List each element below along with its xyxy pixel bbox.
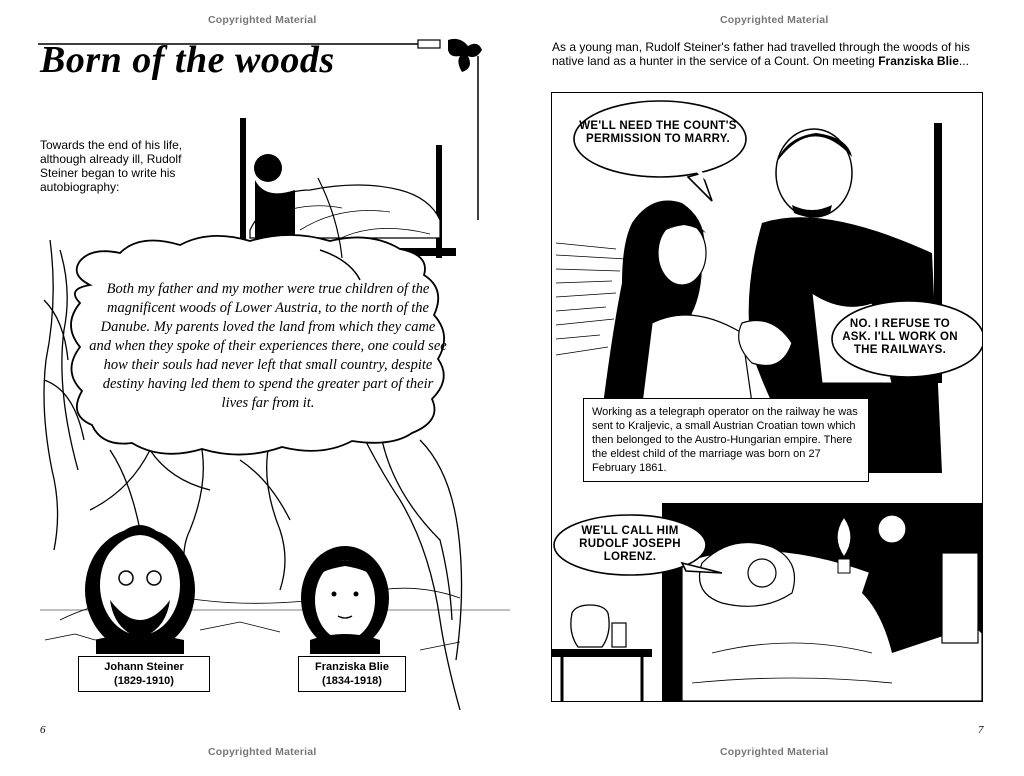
panel-illustration (552, 93, 982, 701)
intro-text: Towards the end of his life, although already ill, Rudolf Steiner began to write his autobiography: (40, 138, 183, 194)
autobiography-quote: Both my father and my mother were true children of the magnificent woods of Lower Austria, to the north of the Danube. My parents loved the land from which they came and when they spoke of their experiences there, one could see how their souls had never left that small country, despite destiny having led them to spend the greater part of their lives far from it. (89, 281, 447, 411)
caption-dates: (1834-1918) (322, 675, 382, 687)
speech-text-father-2: NO. I REFUSE TO ASK. I'LL WORK ON THE RAILWAYS. (842, 318, 958, 356)
narration-top-name: Franziska Blie (878, 54, 959, 68)
narration-top-ellipsis: ... (958, 54, 969, 68)
caption-name: Franziska Blie (315, 661, 389, 673)
copyright-header: Copyrighted Material (720, 14, 829, 26)
bedroom-scene (662, 503, 982, 701)
page-number: 6 (40, 724, 46, 736)
caption-dates: (1829-1910) (114, 675, 174, 687)
page-number: 7 (978, 724, 984, 736)
table-with-pitcher (552, 605, 652, 701)
caption-johann-steiner (78, 656, 210, 692)
portrait-franziska-blie (301, 546, 389, 654)
speech-text-father-1: WE'LL NEED THE COUNT'S PERMISSION TO MARRY. (579, 120, 737, 145)
page-title: Born of the woods (40, 39, 335, 81)
narration-box: Working as a telegraph operator on the railway he was sent to Kraljevic, a small Austrian Croatian town which then belonged to the Austro-Hungarian empire. There the eldest child of the marriage was born on 27 February 1861. (583, 398, 869, 482)
portrait-johann-steiner (85, 525, 195, 654)
corner-ornament-icon (448, 39, 482, 72)
caption-name: Johann Steiner (104, 661, 184, 673)
copyright-header: Copyrighted Material (208, 14, 317, 26)
narration-top-text: As a young man, Rudolf Steiner's father had travelled through the woods of his native land as a hunter in the service of a Count. On meeting (552, 40, 970, 68)
narration-top (552, 40, 982, 68)
copyright-footer: Copyrighted Material (208, 746, 317, 758)
woman-figure (602, 201, 752, 414)
comic-panel (551, 92, 983, 702)
speech-text-father-3: WE'LL CALL HIM RUDOLF JOSEPH LORENZ. (579, 525, 681, 563)
copyright-footer: Copyrighted Material (720, 746, 829, 758)
caption-franziska-blie (298, 656, 406, 692)
